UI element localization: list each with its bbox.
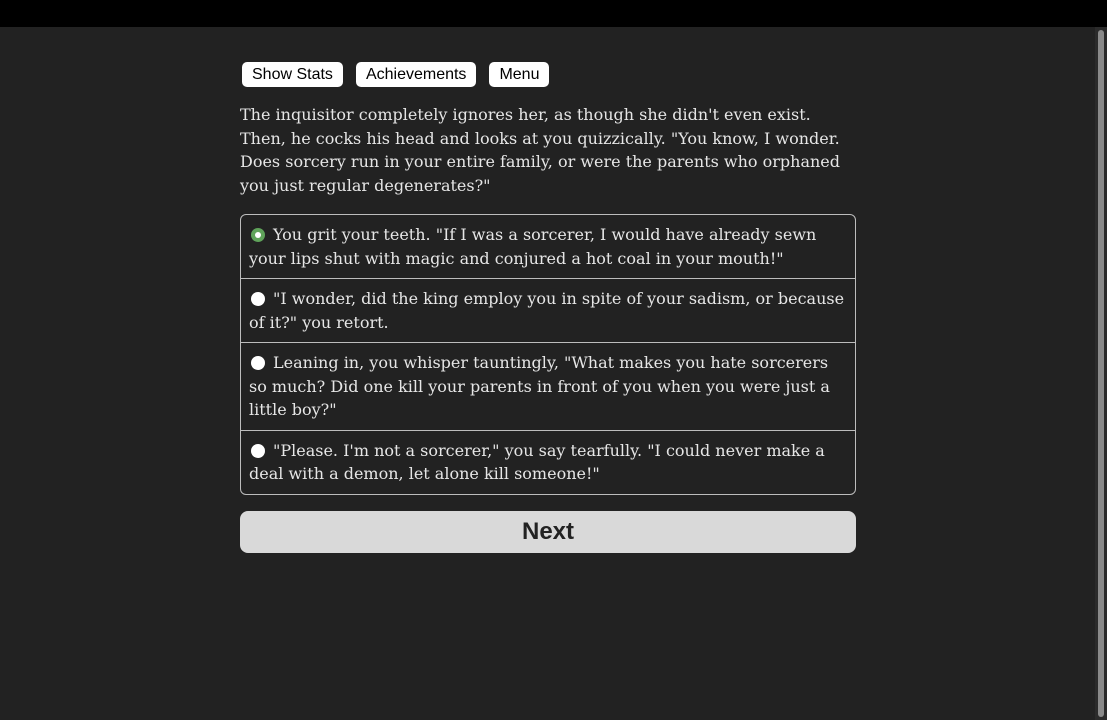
choice-label: Leaning in, you whisper tauntingly, "What makes you hate sorcerers so much? Did one kill your parents in front of you when you were just a little boy?" — [249, 353, 830, 419]
choice-label: "Please. I'm not a sorcerer," you say tearfully. "I could never make a deal with a demon, let alone kill someone!" — [249, 440, 825, 483]
radio-icon[interactable] — [251, 444, 265, 458]
achievements-button[interactable]: Achievements — [356, 62, 477, 87]
show-stats-button[interactable]: Show Stats — [242, 62, 343, 87]
choice-option-1[interactable] — [241, 215, 855, 279]
game-container — [240, 62, 856, 553]
choice-option-2[interactable] — [241, 279, 855, 343]
radio-icon[interactable] — [251, 356, 265, 370]
browser-top-bar — [0, 0, 1107, 27]
header-buttons — [242, 62, 856, 87]
menu-button[interactable]: Menu — [489, 62, 549, 87]
radio-icon[interactable] — [251, 292, 265, 306]
choice-list — [240, 214, 856, 495]
choice-option-4[interactable] — [241, 431, 855, 494]
scrollbar-thumb[interactable] — [1098, 30, 1104, 717]
choice-option-3[interactable] — [241, 343, 855, 431]
choice-label: You grit your teeth. "If I was a sorcerer, I would have already sewn your lips shut with magic and conjured a hot coal in your mouth!" — [249, 225, 817, 268]
next-button[interactable]: Next — [240, 511, 856, 553]
choice-label: "I wonder, did the king employ you in spite of your sadism, or because of it?" you retort. — [249, 289, 845, 332]
scrollbar[interactable] — [1095, 27, 1107, 720]
radio-selected-icon[interactable] — [251, 228, 265, 242]
story-text: The inquisitor completely ignores her, as though she didn't even exist. Then, he cocks his head and looks at you quizzically. "You know, I wonder. Does sorcery run in your entire family, or were the parents who orphaned you just regular degenerates?" — [240, 105, 841, 195]
